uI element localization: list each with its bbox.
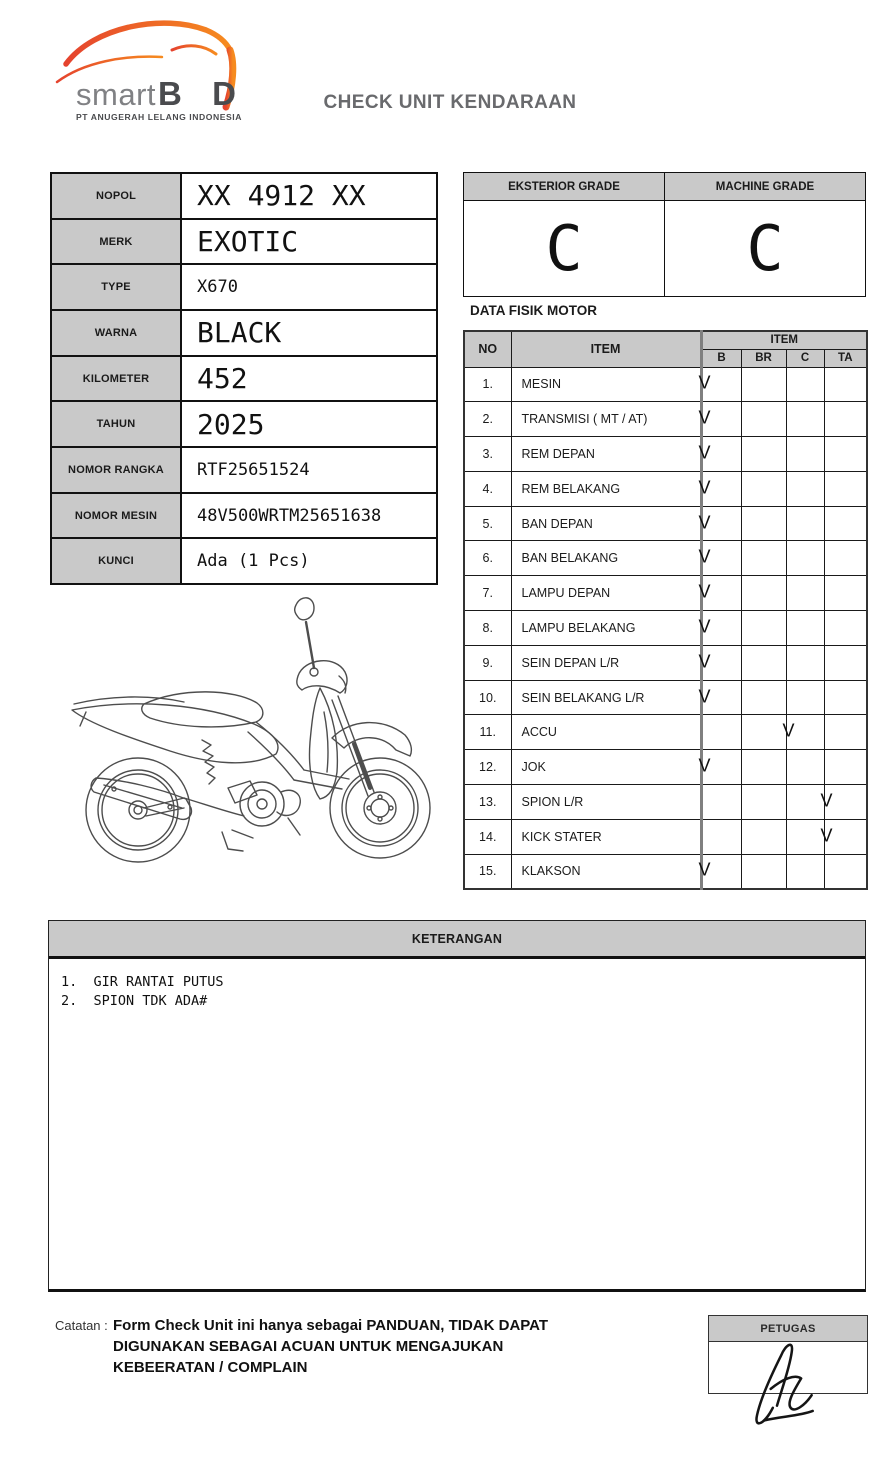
check-cell-ta (824, 715, 867, 750)
col-header-b: B (701, 349, 741, 367)
catatan-text: Form Check Unit ini hanya sebagai PANDUAN, TIDAK DAPAT DIGUNAKAN SEBAGAI ACUAN UNTUK MENGAJUKAN KEBEERATAN / COMPLAIN (113, 1317, 549, 1376)
motorcycle-illustration (52, 592, 447, 880)
vehicle-info-row (52, 448, 436, 494)
check-cell-c (786, 437, 824, 472)
item-label: BAN BELAKANG (511, 541, 701, 576)
keterangan-section (48, 920, 866, 1292)
check-cell-br (741, 611, 786, 646)
check-cell-br (741, 819, 786, 854)
exterior-grade-header: EKSTERIOR GRADE (464, 173, 665, 200)
logo-company-name: PT ANUGERAH LELANG INDONESIA (76, 112, 242, 122)
vehicle-info-row (52, 174, 436, 220)
vehicle-info-row (52, 494, 436, 540)
check-cell-ta (820, 785, 867, 820)
row-number: 9. (464, 645, 511, 680)
data-fisik-row (464, 750, 867, 785)
check-cell-c (786, 785, 824, 820)
check-cell-b (701, 715, 741, 750)
check-mark: V (698, 616, 711, 637)
field-value: 2025 (197, 407, 265, 441)
vehicle-info-row (52, 265, 436, 311)
item-label: ACCU (511, 715, 701, 750)
check-mark: V (698, 373, 711, 394)
check-mark: V (698, 651, 711, 672)
smartbid-logo-icon (52, 10, 262, 135)
check-cell-b (701, 819, 741, 854)
check-cell-b (698, 437, 741, 472)
machine-grade-value: C (746, 212, 784, 285)
item-label: TRANSMISI ( MT / AT) (511, 402, 701, 437)
col-header-ta: TA (824, 349, 867, 367)
vehicle-info-table (50, 172, 438, 585)
check-mark: V (698, 686, 711, 707)
check-cell-c (786, 819, 824, 854)
field-label: KILOMETER (52, 357, 182, 401)
item-label: MESIN (511, 367, 701, 402)
data-fisik-row (464, 819, 867, 854)
item-label: SEIN BELAKANG L/R (511, 680, 701, 715)
field-label: TYPE (52, 265, 182, 309)
check-cell-br (741, 854, 786, 889)
check-cell-b (698, 645, 741, 680)
check-cell-br (741, 645, 786, 680)
field-label: KUNCI (52, 539, 182, 583)
check-mark: V (698, 442, 711, 463)
field-value: 48V500WRTM25651638 (197, 505, 382, 526)
page-title: CHECK UNIT KENDARAAN (323, 92, 577, 113)
row-number: 11. (464, 715, 511, 750)
data-fisik-row (464, 367, 867, 402)
row-number: 1. (464, 367, 511, 402)
data-fisik-row (464, 715, 867, 750)
check-cell-ta (820, 819, 867, 854)
check-cell-b (698, 506, 741, 541)
row-number: 10. (464, 680, 511, 715)
check-cell-ta (824, 750, 867, 785)
data-fisik-row (464, 402, 867, 437)
data-fisik-heading: DATA FISIK MOTOR (470, 303, 597, 318)
check-cell-c (786, 680, 824, 715)
field-value: Ada (1 Pcs) (197, 551, 310, 572)
check-cell-ta (824, 506, 867, 541)
field-label: WARNA (52, 311, 182, 355)
col-header-br: BR (741, 349, 786, 367)
check-cell-ta (824, 541, 867, 576)
col-header-no: NO (464, 331, 511, 367)
data-fisik-row (464, 854, 867, 889)
col-header-c: C (786, 349, 824, 367)
check-mark: V (820, 825, 833, 846)
exterior-grade-value: C (464, 201, 665, 296)
data-fisik-table (463, 330, 866, 890)
petugas-signature-area (709, 1342, 867, 1393)
row-number: 13. (464, 785, 511, 820)
check-cell-c (786, 854, 824, 889)
data-fisik-row (464, 645, 867, 680)
smartbid-logo (52, 10, 262, 135)
check-cell-b (698, 367, 741, 402)
svg-text:smart: smart (76, 77, 156, 112)
svg-text:B: B (158, 75, 182, 112)
row-number: 15. (464, 854, 511, 889)
check-cell-br (741, 402, 786, 437)
check-cell-b (698, 750, 741, 785)
check-cell-ta (824, 645, 867, 680)
check-mark: V (698, 755, 711, 776)
row-number: 2. (464, 402, 511, 437)
svg-text:D: D (212, 75, 236, 112)
item-label: LAMPU DEPAN (511, 576, 701, 611)
row-number: 7. (464, 576, 511, 611)
check-mark: V (698, 859, 711, 880)
item-label: REM BELAKANG (511, 471, 701, 506)
check-cell-ta (824, 471, 867, 506)
data-fisik-row (464, 506, 867, 541)
item-label: KICK STATER (511, 819, 701, 854)
check-cell-ta (824, 680, 867, 715)
vehicle-info-row (52, 311, 436, 357)
check-cell-c (786, 367, 824, 402)
vehicle-info-row (52, 220, 436, 266)
check-cell-br (741, 471, 786, 506)
check-mark: V (698, 477, 711, 498)
check-cell-b (698, 576, 741, 611)
col-header-item-group: ITEM (701, 331, 867, 349)
vehicle-info-row (52, 539, 436, 583)
row-number: 5. (464, 506, 511, 541)
check-cell-c (782, 715, 824, 750)
check-cell-ta (824, 367, 867, 402)
field-value: X670 (197, 277, 238, 298)
check-cell-c (786, 645, 824, 680)
data-fisik-row (464, 471, 867, 506)
check-cell-br (741, 785, 786, 820)
check-cell-b (701, 785, 741, 820)
check-cell-b (698, 541, 741, 576)
check-mark: V (698, 581, 711, 602)
check-cell-ta (824, 611, 867, 646)
field-label: NOPOL (52, 174, 182, 218)
check-cell-br (741, 750, 786, 785)
keterangan-line: 1. GIR RANTAI PUTUS (61, 974, 224, 990)
data-fisik-grid (463, 330, 868, 890)
row-number: 4. (464, 471, 511, 506)
check-mark: V (698, 512, 711, 533)
item-label: BAN DEPAN (511, 506, 701, 541)
field-label: NOMOR MESIN (52, 494, 182, 538)
check-cell-br (741, 541, 786, 576)
item-label: LAMPU BELAKANG (511, 611, 701, 646)
check-mark: V (782, 721, 795, 742)
keterangan-notes (49, 959, 865, 1011)
check-mark: V (820, 790, 833, 811)
check-cell-ta (824, 402, 867, 437)
item-label: KLAKSON (511, 854, 701, 889)
check-cell-ta (824, 854, 867, 889)
check-cell-b (698, 402, 741, 437)
grade-table (463, 172, 866, 297)
keterangan-line: 2. SPION TDK ADA# (61, 993, 208, 1009)
check-mark: V (698, 547, 711, 568)
row-number: 8. (464, 611, 511, 646)
check-cell-c (786, 471, 824, 506)
row-number: 3. (464, 437, 511, 472)
check-cell-b (698, 471, 741, 506)
data-fisik-row (464, 437, 867, 472)
petugas-box (708, 1315, 868, 1394)
row-number: 12. (464, 750, 511, 785)
machine-grade-header: MACHINE GRADE (665, 173, 865, 200)
field-value: BLACK (197, 316, 282, 350)
item-label: SPION L/R (511, 785, 701, 820)
check-cell-ta (824, 437, 867, 472)
check-cell-br (741, 680, 786, 715)
data-fisik-row (464, 541, 867, 576)
vehicle-info-row (52, 402, 436, 448)
data-fisik-row (464, 576, 867, 611)
item-label: REM DEPAN (511, 437, 701, 472)
motorcycle-line-art (52, 592, 447, 880)
field-label: TAHUN (52, 402, 182, 446)
petugas-header: PETUGAS (709, 1316, 867, 1342)
check-cell-br (741, 437, 786, 472)
check-cell-c (786, 750, 824, 785)
field-value: EXOTIC (197, 225, 299, 258)
check-cell-b (698, 854, 741, 889)
field-value: 452 (197, 362, 248, 396)
check-cell-br (741, 367, 786, 402)
check-cell-b (698, 680, 741, 715)
data-fisik-row (464, 680, 867, 715)
row-number: 14. (464, 819, 511, 854)
vehicle-info-row (52, 357, 436, 403)
check-mark: V (698, 407, 711, 428)
check-cell-br (741, 715, 786, 750)
check-cell-c (786, 506, 824, 541)
keterangan-header: KETERANGAN (49, 921, 865, 959)
row-number: 6. (464, 541, 511, 576)
catatan-label: Catatan : (55, 1318, 108, 1333)
check-cell-c (786, 402, 824, 437)
field-value: XX 4912 XX (197, 179, 366, 213)
check-cell-c (786, 611, 824, 646)
check-cell-c (786, 541, 824, 576)
check-cell-br (741, 506, 786, 541)
item-label: JOK (511, 750, 701, 785)
check-cell-ta (824, 576, 867, 611)
check-cell-b (698, 611, 741, 646)
check-cell-c (786, 576, 824, 611)
check-cell-br (741, 576, 786, 611)
item-label: SEIN DEPAN L/R (511, 645, 701, 680)
field-label: NOMOR RANGKA (52, 448, 182, 492)
data-fisik-row (464, 611, 867, 646)
field-label: MERK (52, 220, 182, 264)
field-value: RTF25651524 (197, 459, 310, 480)
data-fisik-row (464, 785, 867, 820)
col-header-item: ITEM (511, 331, 701, 367)
